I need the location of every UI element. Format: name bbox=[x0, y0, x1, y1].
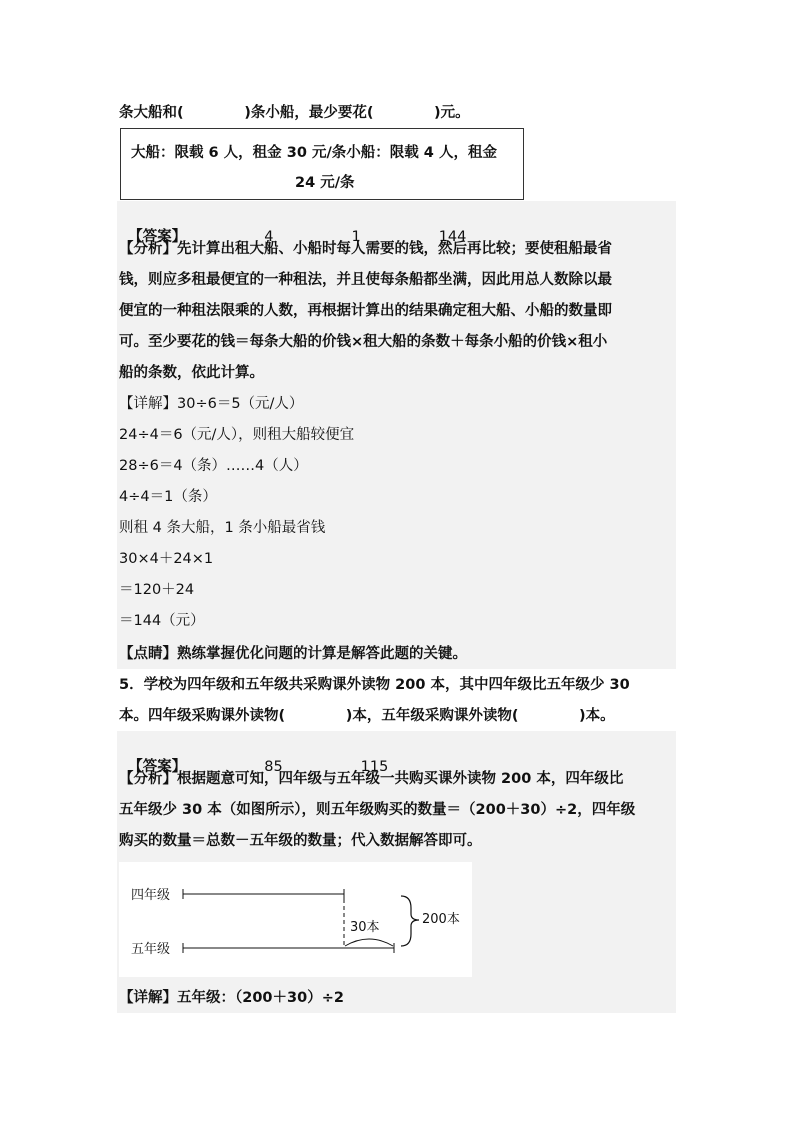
boat-info-line-1: 大船：限载 6 人，租金 30 元/条小船：限载 4 人，租金 bbox=[131, 145, 497, 161]
grade4-label: 四年级 bbox=[131, 888, 171, 903]
total-brace bbox=[401, 896, 419, 946]
difference-label: 30本 bbox=[350, 920, 380, 935]
answer-value: 144 bbox=[438, 229, 467, 245]
point-line: 【点睛】熟练掌握优化问题的计算是解答此题的关键。 bbox=[119, 646, 467, 662]
answer-value: 4 bbox=[264, 229, 274, 245]
diagram-svg bbox=[119, 862, 472, 977]
analysis-line: 船的条数，依此计算。 bbox=[119, 365, 264, 381]
detail-line: 4÷4＝1（条） bbox=[119, 489, 217, 505]
analysis-line: 购买的数量＝总数－五年级的数量；代入数据解答即可。 bbox=[119, 833, 482, 849]
answer-label: 【答案】 bbox=[128, 759, 187, 775]
analysis-line: 便宜的一种租法限乘的人数，再根据计算出的结果确定租大船、小船的数量即 bbox=[119, 303, 612, 319]
detail-line: 【详解】五年级：（200＋30）÷2 bbox=[119, 990, 344, 1006]
detail-line: ＝120＋24 bbox=[119, 582, 195, 598]
detail-line: ＝144（元） bbox=[119, 613, 205, 629]
detail-line: 24÷4＝6（元/人），则租大船较便宜 bbox=[119, 427, 355, 443]
analysis-line: 可。至少要花的钱＝每条大船的价钱×租大船的条数＋每条小船的价钱×租小 bbox=[119, 334, 608, 350]
detail-line: 28÷6＝4（条）……4（人） bbox=[119, 458, 308, 474]
boat-info-line-2: 24 元/条 bbox=[295, 175, 355, 191]
question-5-line: 本。四年级采购课外读物( )本，五年级采购课外读物( )本。 bbox=[119, 708, 615, 724]
analysis-line: 钱，则应多租最便宜的一种租法，并且使每条船都坐满，因此用总人数除以最 bbox=[119, 272, 612, 288]
answer-value: 85 bbox=[264, 759, 283, 775]
boat-rental-info-box bbox=[120, 128, 524, 200]
detail-line: 则租 4 条大船，1 条小船最省钱 bbox=[119, 520, 326, 536]
answer-label: 【答案】 bbox=[128, 229, 187, 245]
difference-brace bbox=[345, 939, 393, 946]
answer-value: 1 bbox=[351, 229, 361, 245]
detail-line: 30×4＋24×1 bbox=[119, 551, 214, 567]
question-4-line: 条大船和( )条小船，最少要花( )元。 bbox=[119, 105, 470, 121]
detail-line: 【详解】30÷6＝5（元/人） bbox=[119, 396, 304, 412]
total-label: 200本 bbox=[422, 912, 460, 927]
analysis-line: 五年级少 30 本（如图所示），则五年级购买的数量＝（200＋30）÷2，四年级 bbox=[119, 802, 636, 818]
analysis-line: 【分析】根据题意可知，四年级与五年级一共购买课外读物 200 本，四年级比 bbox=[119, 771, 624, 787]
answer-value: 115 bbox=[360, 759, 389, 775]
analysis-line: 【分析】先计算出租大船、小船时每人需要的钱，然后再比较；要使租船最省 bbox=[119, 241, 612, 257]
question-5-line: 5．学校为四年级和五年级共采购课外读物 200 本，其中四年级比五年级少 30 bbox=[119, 677, 630, 693]
line-segment-diagram bbox=[119, 862, 472, 977]
grade5-label: 五年级 bbox=[131, 942, 171, 957]
